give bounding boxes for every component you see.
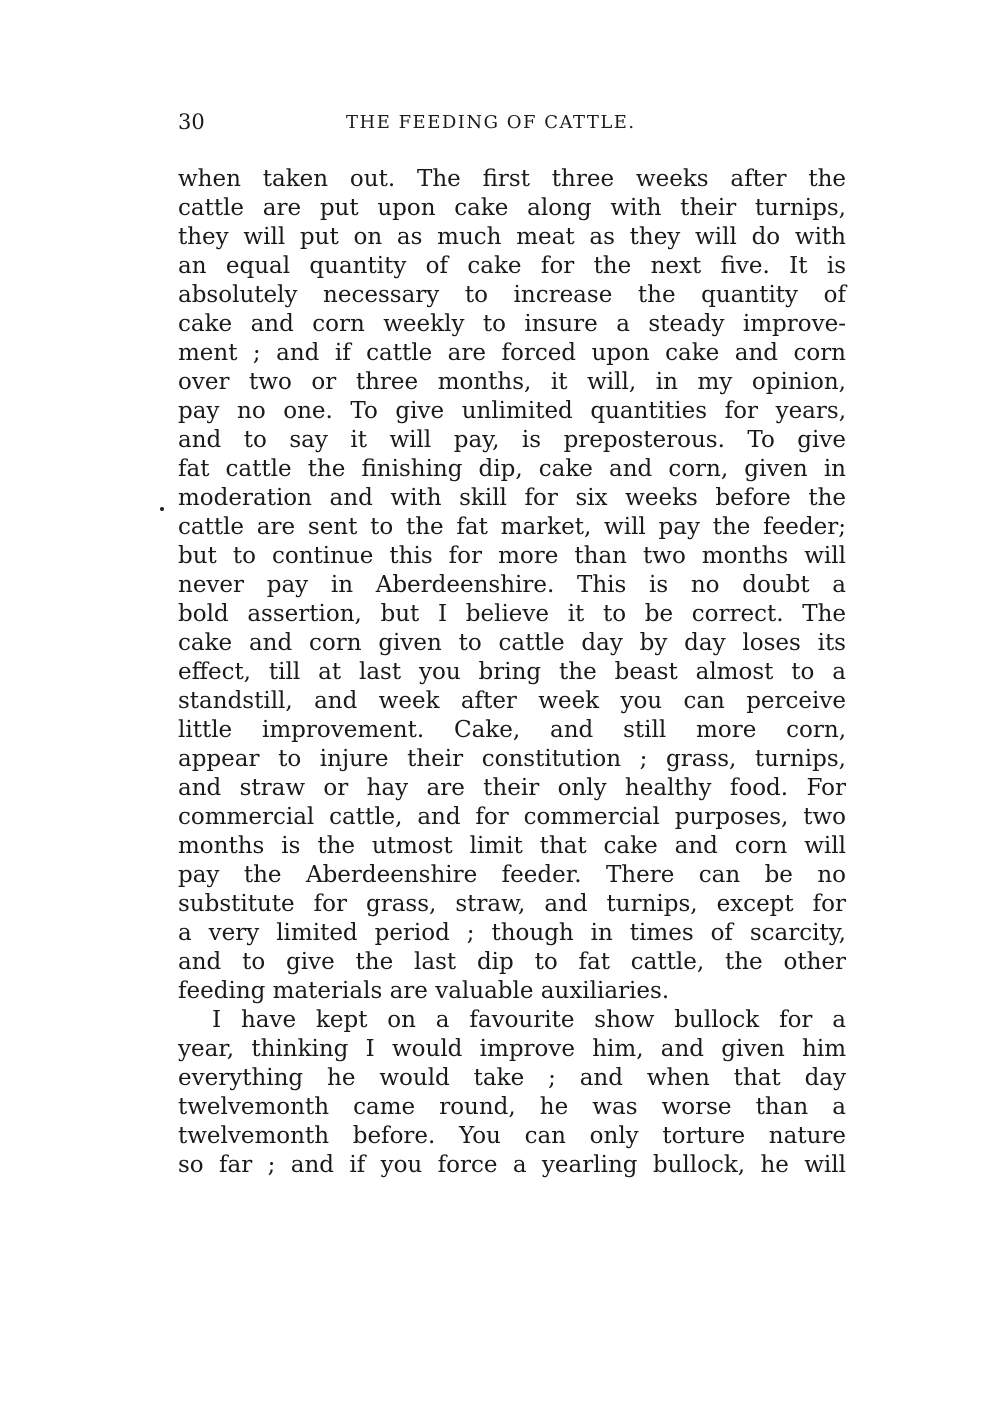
- running-header: [178, 110, 846, 142]
- text-line: year, thinking I would improve him, and given him: [178, 1036, 846, 1062]
- text-line: and to say it will pay, is preposterous. To give: [178, 427, 846, 453]
- stray-ink-mark: [160, 507, 164, 511]
- text-line: cake and corn weekly to insure a steady improve-: [178, 311, 846, 337]
- text-line: pay the Aberdeenshire feeder. There can be no: [178, 862, 846, 888]
- text-line: bold assertion, but I believe it to be correct. The: [178, 601, 846, 627]
- text-line: never pay in Aberdeenshire. This is no doubt a: [178, 572, 846, 598]
- text-line: when taken out. The first three weeks after the: [178, 166, 846, 192]
- text-line: feeding materials are valuable auxiliaries.: [178, 978, 670, 1004]
- text-line: substitute for grass, straw, and turnips, except for: [178, 891, 846, 917]
- text-line: over two or three months, it will, in my opinion,: [178, 369, 846, 395]
- text-line: effect, till at last you bring the beast almost to a: [178, 659, 846, 685]
- text-line: absolutely necessary to increase the quantity of: [178, 282, 846, 308]
- paragraph-1: [178, 165, 846, 1006]
- text-line: so far ; and if you force a yearling bullock, he will: [178, 1152, 846, 1178]
- running-title: THE FEEDING OF CATTLE.: [346, 112, 636, 133]
- text-line: cattle are sent to the fat market, will pay the feeder;: [178, 514, 846, 540]
- text-line: months is the utmost limit that cake and corn will: [178, 833, 846, 859]
- text-line: cake and corn given to cattle day by day loses its: [178, 630, 846, 656]
- text-line: a very limited period ; though in times of scarcity,: [178, 920, 846, 946]
- text-line: standstill, and week after week you can perceive: [178, 688, 846, 714]
- text-line: moderation and with skill for six weeks before the: [178, 485, 846, 511]
- text-line: fat cattle the finishing dip, cake and corn, given in: [178, 456, 846, 482]
- text-line: pay no one. To give unlimited quantities for years,: [178, 398, 846, 424]
- text-line: twelvemonth before. You can only torture nature: [178, 1123, 846, 1149]
- text-line: and straw or hay are their only healthy food. For: [178, 775, 846, 801]
- text-line: I have kept on a favourite show bullock for a: [212, 1007, 846, 1033]
- paragraph-2: [178, 1006, 846, 1180]
- text-line: an equal quantity of cake for the next five. It is: [178, 253, 846, 279]
- body-text: [178, 165, 846, 1180]
- text-line: they will put on as much meat as they will do with: [178, 224, 846, 250]
- text-line: but to continue this for more than two months will: [178, 543, 846, 569]
- text-line: appear to injure their constitution ; grass, turnips,: [178, 746, 846, 772]
- text-line: twelvemonth came round, he was worse than a: [178, 1094, 846, 1120]
- page-number: 30: [178, 110, 205, 134]
- text-line: cattle are put upon cake along with their turnips,: [178, 195, 846, 221]
- text-line: commercial cattle, and for commercial purposes, two: [178, 804, 846, 830]
- text-line: everything he would take ; and when that day: [178, 1065, 846, 1091]
- text-line: ment ; and if cattle are forced upon cake and corn: [178, 340, 846, 366]
- text-line: and to give the last dip to fat cattle, the other: [178, 949, 846, 975]
- text-line: little improvement. Cake, and still more corn,: [178, 717, 846, 743]
